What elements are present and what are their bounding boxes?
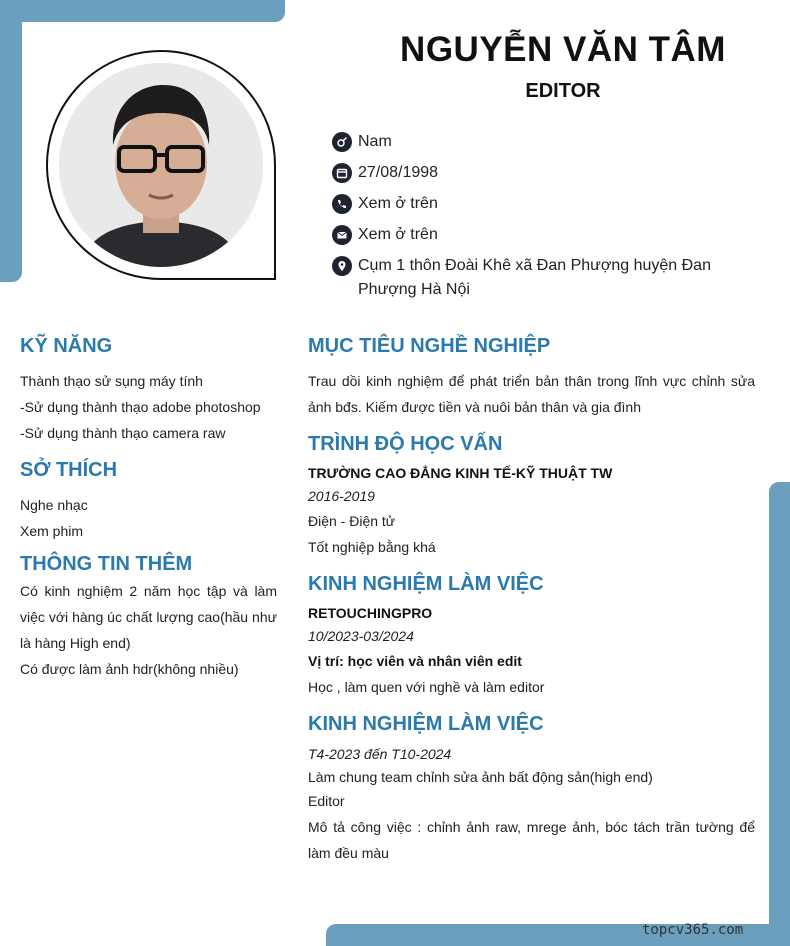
info-address — [332, 254, 772, 302]
experience-position: Vị trí: học viên và nhân viên edit — [308, 653, 522, 669]
experience-period: T4-2023 đến T10-2024 — [308, 746, 452, 762]
objective-text: Trau dồi kinh nghiệm để phát triển bản thân trong lĩnh vực chỉnh sửa ảnh bđs. Kiếm được tiền và nuôi bản thân và gia đình — [308, 373, 755, 415]
section-title: KINH NGHIỆM LÀM VIỆC — [308, 573, 544, 595]
education-result: Tốt nghiệp bằng khá — [308, 539, 436, 555]
section-title: TRÌNH ĐỘ HỌC VẤN — [308, 433, 503, 455]
list-item: Có kinh nghiệm 2 năm học tập và làm việc với hàng úc chất lượng cao(hầu như là hàng High end) — [20, 583, 277, 651]
location-icon — [332, 256, 352, 276]
gender-icon — [332, 132, 352, 152]
objective-section — [308, 332, 755, 420]
email-icon — [332, 225, 352, 245]
section-title: THÔNG TIN THÊM — [20, 553, 193, 575]
info-text: Nam — [358, 133, 392, 150]
school-name: TRƯỜNG CAO ĐẲNG KINH TẾ-KỸ THUẬT TW — [308, 465, 613, 481]
hobbies-section — [20, 456, 277, 544]
candidate-role: EDITOR — [525, 80, 601, 102]
photo-frame — [46, 50, 276, 280]
info-text: Xem ở trên — [358, 226, 438, 243]
experience-desc: Editor — [308, 793, 345, 809]
experience-period: 10/2023-03/2024 — [308, 628, 414, 644]
section-title: KINH NGHIỆM LÀM VIỆC — [308, 713, 544, 735]
experience-desc: Làm chung team chỉnh sửa ảnh bất động sản(high end) — [308, 769, 653, 785]
experience-desc: Mô tả công việc : chỉnh ảnh raw, mrege ảnh, bóc tách trần tường để làm đều màu — [308, 819, 755, 861]
list-item: -Sử dụng thành thạo adobe photoshop — [20, 399, 261, 415]
contact-info — [332, 130, 772, 309]
section-title: MỤC TIÊU NGHỀ NGHIỆP — [308, 335, 551, 357]
extra-info-section — [20, 550, 277, 682]
decor-bar-right — [769, 482, 790, 946]
experience-section-2 — [308, 710, 755, 866]
left-column — [20, 332, 277, 682]
section-title: SỞ THÍCH — [20, 459, 118, 481]
list-item: Thành thạo sử sụng máy tính — [20, 373, 203, 389]
list-item: -Sử dụng thành thạo camera raw — [20, 425, 226, 441]
list-item: Có được làm ảnh hdr(không nhiều) — [20, 661, 239, 677]
list-item: Xem phim — [20, 523, 84, 539]
education-major: Điện - Điện tử — [308, 513, 396, 529]
info-birthday — [332, 161, 772, 185]
decor-bar-left — [0, 0, 22, 282]
education-section — [308, 430, 755, 560]
info-phone — [332, 192, 772, 216]
info-text: Xem ở trên — [358, 195, 438, 212]
phone-icon — [332, 194, 352, 214]
info-text: Cụm 1 thôn Đoài Khê xã Đan Phượng huyện Đan Phượng Hà Nội — [358, 257, 711, 298]
profile-photo — [59, 63, 263, 267]
info-text: 27/08/1998 — [358, 164, 439, 181]
candidate-name: NGUYỄN VĂN TÂM — [400, 30, 726, 69]
watermark: topcv365.com — [642, 922, 744, 938]
skills-section — [20, 332, 277, 446]
calendar-icon — [332, 163, 352, 183]
experience-section-1 — [308, 570, 755, 700]
info-email — [332, 223, 772, 247]
company-name: RETOUCHINGPRO — [308, 605, 433, 621]
list-item: Nghe nhạc — [20, 497, 88, 513]
section-title: KỸ NĂNG — [20, 335, 113, 357]
experience-desc: Học , làm quen với nghề và làm editor — [308, 679, 545, 695]
right-column — [308, 332, 755, 866]
decor-bar-top — [0, 0, 285, 22]
info-gender — [332, 130, 772, 154]
education-period: 2016-2019 — [308, 488, 375, 504]
